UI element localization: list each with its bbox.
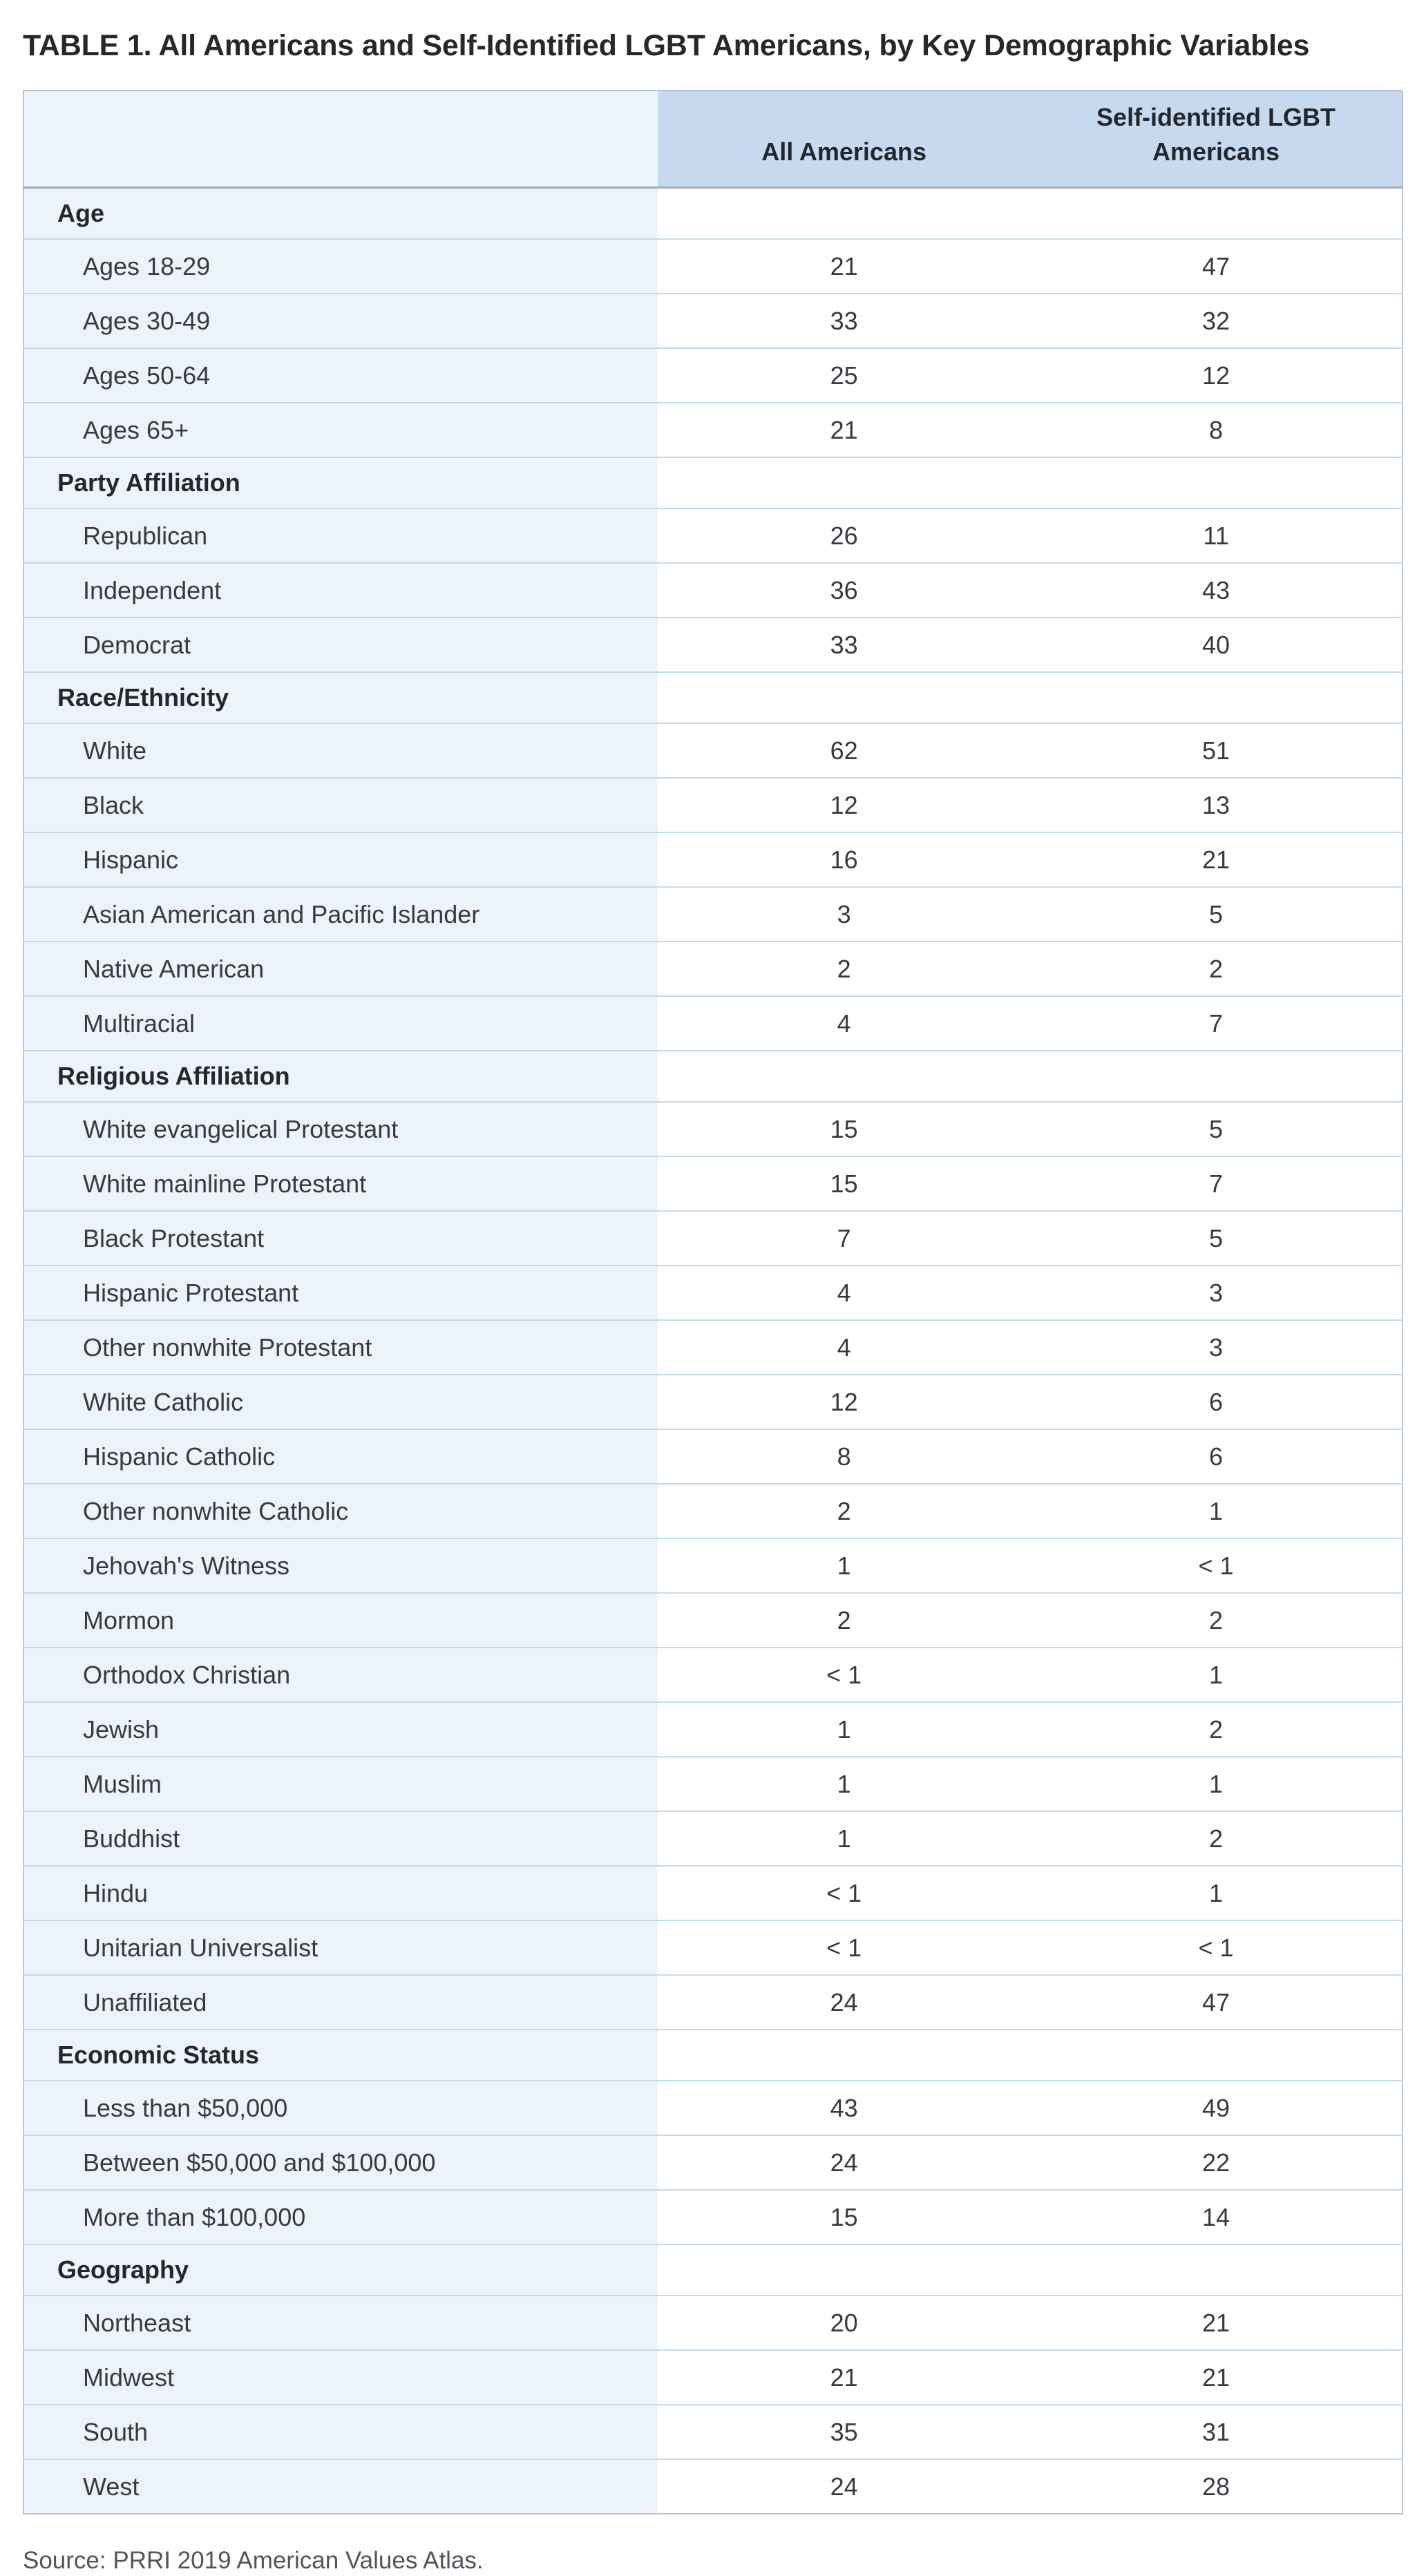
- value-lgbt-americans: 6: [1030, 1375, 1403, 1429]
- row-label: Native American: [23, 942, 658, 996]
- table-row: [23, 2081, 1403, 2135]
- value-lgbt-americans: 11: [1030, 508, 1403, 563]
- table-row: [23, 294, 1403, 348]
- value-lgbt-americans: 6: [1030, 1429, 1403, 1484]
- table-row: [23, 1811, 1403, 1866]
- section-empty-cell: [658, 187, 1030, 239]
- row-label: Independent: [23, 563, 658, 618]
- section-header: Party Affiliation: [23, 457, 658, 508]
- row-label: White evangelical Protestant: [23, 1102, 658, 1156]
- value-lgbt-americans: 2: [1030, 942, 1403, 996]
- section-header-row: [23, 672, 1403, 723]
- value-all-americans: < 1: [658, 1920, 1030, 1975]
- row-label: Unaffiliated: [23, 1975, 658, 2030]
- value-lgbt-americans: 1: [1030, 1866, 1403, 1920]
- table-row: [23, 1266, 1403, 1320]
- value-lgbt-americans: 2: [1030, 1811, 1403, 1866]
- row-label: Between $50,000 and $100,000: [23, 2135, 658, 2190]
- section-empty-cell: [1030, 672, 1403, 723]
- value-lgbt-americans: < 1: [1030, 1920, 1403, 1975]
- table-row: [23, 1538, 1403, 1593]
- row-label: Black Protestant: [23, 1211, 658, 1266]
- row-label: Ages 50-64: [23, 348, 658, 403]
- value-all-americans: 1: [658, 1538, 1030, 1593]
- row-label: Ages 30-49: [23, 294, 658, 348]
- row-label: Less than $50,000: [23, 2081, 658, 2135]
- section-empty-cell: [1030, 1051, 1403, 1102]
- table-row: [23, 1484, 1403, 1538]
- value-lgbt-americans: 12: [1030, 348, 1403, 403]
- row-label: Democrat: [23, 618, 658, 672]
- value-all-americans: 20: [658, 2296, 1030, 2350]
- section-empty-cell: [1030, 457, 1403, 508]
- row-label: Unitarian Universalist: [23, 1920, 658, 1975]
- section-header: Economic Status: [23, 2030, 658, 2081]
- section-empty-cell: [1030, 187, 1403, 239]
- column-header-all-americans-label: All Americans: [761, 137, 926, 166]
- section-header: Religious Affiliation: [23, 1051, 658, 1102]
- table-row: [23, 1156, 1403, 1211]
- table-title: TABLE 1. All Americans and Self-Identified LGBT Americans, by Key Demographic Variables: [23, 29, 1310, 62]
- section-header: Age: [23, 187, 658, 239]
- value-lgbt-americans: 43: [1030, 563, 1403, 618]
- row-label: Northeast: [23, 2296, 658, 2350]
- value-lgbt-americans: 47: [1030, 239, 1403, 294]
- section-header-row: [23, 2244, 1403, 2296]
- column-header-lgbt-americans: [1030, 90, 1403, 188]
- table-row: [23, 723, 1403, 778]
- value-lgbt-americans: 1: [1030, 1757, 1403, 1811]
- table-row: [23, 832, 1403, 887]
- section-empty-cell: [658, 2244, 1030, 2296]
- table-row: [23, 618, 1403, 672]
- value-all-americans: 35: [658, 2405, 1030, 2459]
- value-lgbt-americans: 49: [1030, 2081, 1403, 2135]
- value-all-americans: 1: [658, 1811, 1030, 1866]
- table-row: [23, 1320, 1403, 1375]
- value-lgbt-americans: 7: [1030, 996, 1403, 1051]
- row-label: White: [23, 723, 658, 778]
- page: [0, 28, 1426, 2576]
- value-all-americans: 12: [658, 1375, 1030, 1429]
- row-label: Other nonwhite Protestant: [23, 1320, 658, 1375]
- value-lgbt-americans: 31: [1030, 2405, 1403, 2459]
- value-lgbt-americans: 5: [1030, 887, 1403, 942]
- value-all-americans: 25: [658, 348, 1030, 403]
- value-all-americans: 33: [658, 618, 1030, 672]
- value-all-americans: 3: [658, 887, 1030, 942]
- row-label: Hispanic: [23, 832, 658, 887]
- table-row: [23, 563, 1403, 618]
- row-label: Republican: [23, 508, 658, 563]
- row-label: Ages 65+: [23, 403, 658, 457]
- row-label: Ages 18-29: [23, 239, 658, 294]
- row-label: South: [23, 2405, 658, 2459]
- row-label: Jehovah's Witness: [23, 1538, 658, 1593]
- value-all-americans: 7: [658, 1211, 1030, 1266]
- row-label: White mainline Protestant: [23, 1156, 658, 1211]
- demographics-table: [23, 90, 1403, 2515]
- section-header-row: [23, 2030, 1403, 2081]
- row-label: Multiracial: [23, 996, 658, 1051]
- header-row: [23, 90, 1403, 188]
- value-all-americans: 4: [658, 1320, 1030, 1375]
- value-lgbt-americans: 3: [1030, 1320, 1403, 1375]
- row-label: White Catholic: [23, 1375, 658, 1429]
- table-row: [23, 348, 1403, 403]
- value-lgbt-americans: 21: [1030, 832, 1403, 887]
- value-all-americans: 24: [658, 2135, 1030, 2190]
- table-row: [23, 2190, 1403, 2244]
- table-row: [23, 1920, 1403, 1975]
- table-row: [23, 1866, 1403, 1920]
- value-lgbt-americans: 1: [1030, 1484, 1403, 1538]
- value-all-americans: 21: [658, 2350, 1030, 2405]
- table-row: [23, 942, 1403, 996]
- value-all-americans: 4: [658, 996, 1030, 1051]
- value-all-americans: 21: [658, 239, 1030, 294]
- table-row: [23, 1648, 1403, 1702]
- table-row: [23, 1975, 1403, 2030]
- row-label: Buddhist: [23, 1811, 658, 1866]
- section-header-row: [23, 187, 1403, 239]
- value-all-americans: 2: [658, 1593, 1030, 1648]
- value-lgbt-americans: 14: [1030, 2190, 1403, 2244]
- section-empty-cell: [1030, 2030, 1403, 2081]
- value-lgbt-americans: 47: [1030, 1975, 1403, 2030]
- value-lgbt-americans: 13: [1030, 778, 1403, 832]
- value-lgbt-americans: 5: [1030, 1211, 1403, 1266]
- value-lgbt-americans: 2: [1030, 1702, 1403, 1757]
- value-all-americans: 24: [658, 1975, 1030, 2030]
- row-label: Hispanic Catholic: [23, 1429, 658, 1484]
- row-label: Hindu: [23, 1866, 658, 1920]
- value-lgbt-americans: 3: [1030, 1266, 1403, 1320]
- section-header-row: [23, 457, 1403, 508]
- table-row: [23, 508, 1403, 563]
- source-note: Source: PRRI 2019 American Values Atlas.: [23, 2546, 484, 2574]
- table-row: [23, 2135, 1403, 2190]
- row-label: Asian American and Pacific Islander: [23, 887, 658, 942]
- table-row: [23, 996, 1403, 1051]
- value-all-americans: < 1: [658, 1648, 1030, 1702]
- value-all-americans: 15: [658, 1102, 1030, 1156]
- row-label: Other nonwhite Catholic: [23, 1484, 658, 1538]
- column-header-lgbt-americans-label: Self-identified LGBT Americans: [1096, 102, 1336, 166]
- value-lgbt-americans: 28: [1030, 2459, 1403, 2514]
- value-all-americans: 12: [658, 778, 1030, 832]
- value-all-americans: 26: [658, 508, 1030, 563]
- row-label: Mormon: [23, 1593, 658, 1648]
- row-label: Muslim: [23, 1757, 658, 1811]
- table-row: [23, 1757, 1403, 1811]
- table-body: [23, 187, 1403, 2514]
- table-header: [23, 90, 1403, 188]
- table-row: [23, 2350, 1403, 2405]
- value-all-americans: 62: [658, 723, 1030, 778]
- value-lgbt-americans: 32: [1030, 294, 1403, 348]
- table-row: [23, 239, 1403, 294]
- value-all-americans: 2: [658, 942, 1030, 996]
- value-lgbt-americans: 21: [1030, 2350, 1403, 2405]
- table-row: [23, 1102, 1403, 1156]
- row-label: More than $100,000: [23, 2190, 658, 2244]
- table-row: [23, 887, 1403, 942]
- table-row: [23, 1702, 1403, 1757]
- header-empty-cell: [23, 90, 658, 188]
- value-lgbt-americans: 7: [1030, 1156, 1403, 1211]
- section-empty-cell: [658, 1051, 1030, 1102]
- row-label: Midwest: [23, 2350, 658, 2405]
- section-empty-cell: [658, 672, 1030, 723]
- value-lgbt-americans: 2: [1030, 1593, 1403, 1648]
- table-row: [23, 1211, 1403, 1266]
- row-label: Black: [23, 778, 658, 832]
- section-header-row: [23, 1051, 1403, 1102]
- row-label: West: [23, 2459, 658, 2514]
- value-lgbt-americans: 8: [1030, 403, 1403, 457]
- row-label: Orthodox Christian: [23, 1648, 658, 1702]
- value-lgbt-americans: 40: [1030, 618, 1403, 672]
- value-all-americans: 2: [658, 1484, 1030, 1538]
- value-lgbt-americans: < 1: [1030, 1538, 1403, 1593]
- value-all-americans: 43: [658, 2081, 1030, 2135]
- table-row: [23, 403, 1403, 457]
- section-header: Geography: [23, 2244, 658, 2296]
- value-lgbt-americans: 22: [1030, 2135, 1403, 2190]
- value-all-americans: 15: [658, 2190, 1030, 2244]
- value-lgbt-americans: 21: [1030, 2296, 1403, 2350]
- table-row: [23, 2296, 1403, 2350]
- value-all-americans: < 1: [658, 1866, 1030, 1920]
- value-all-americans: 33: [658, 294, 1030, 348]
- value-all-americans: 36: [658, 563, 1030, 618]
- section-empty-cell: [1030, 2244, 1403, 2296]
- table-row: [23, 1375, 1403, 1429]
- table-row: [23, 1593, 1403, 1648]
- value-all-americans: 1: [658, 1702, 1030, 1757]
- value-all-americans: 24: [658, 2459, 1030, 2514]
- section-header: Race/Ethnicity: [23, 672, 658, 723]
- value-all-americans: 1: [658, 1757, 1030, 1811]
- value-all-americans: 16: [658, 832, 1030, 887]
- value-all-americans: 21: [658, 403, 1030, 457]
- value-all-americans: 8: [658, 1429, 1030, 1484]
- row-label: Hispanic Protestant: [23, 1266, 658, 1320]
- column-header-all-americans: [658, 90, 1030, 188]
- value-lgbt-americans: 1: [1030, 1648, 1403, 1702]
- table-row: [23, 1429, 1403, 1484]
- section-empty-cell: [658, 457, 1030, 508]
- table-row: [23, 2459, 1403, 2514]
- value-all-americans: 4: [658, 1266, 1030, 1320]
- row-label: Jewish: [23, 1702, 658, 1757]
- value-lgbt-americans: 5: [1030, 1102, 1403, 1156]
- value-all-americans: 15: [658, 1156, 1030, 1211]
- table-row: [23, 2405, 1403, 2459]
- section-empty-cell: [658, 2030, 1030, 2081]
- value-lgbt-americans: 51: [1030, 723, 1403, 778]
- table-row: [23, 778, 1403, 832]
